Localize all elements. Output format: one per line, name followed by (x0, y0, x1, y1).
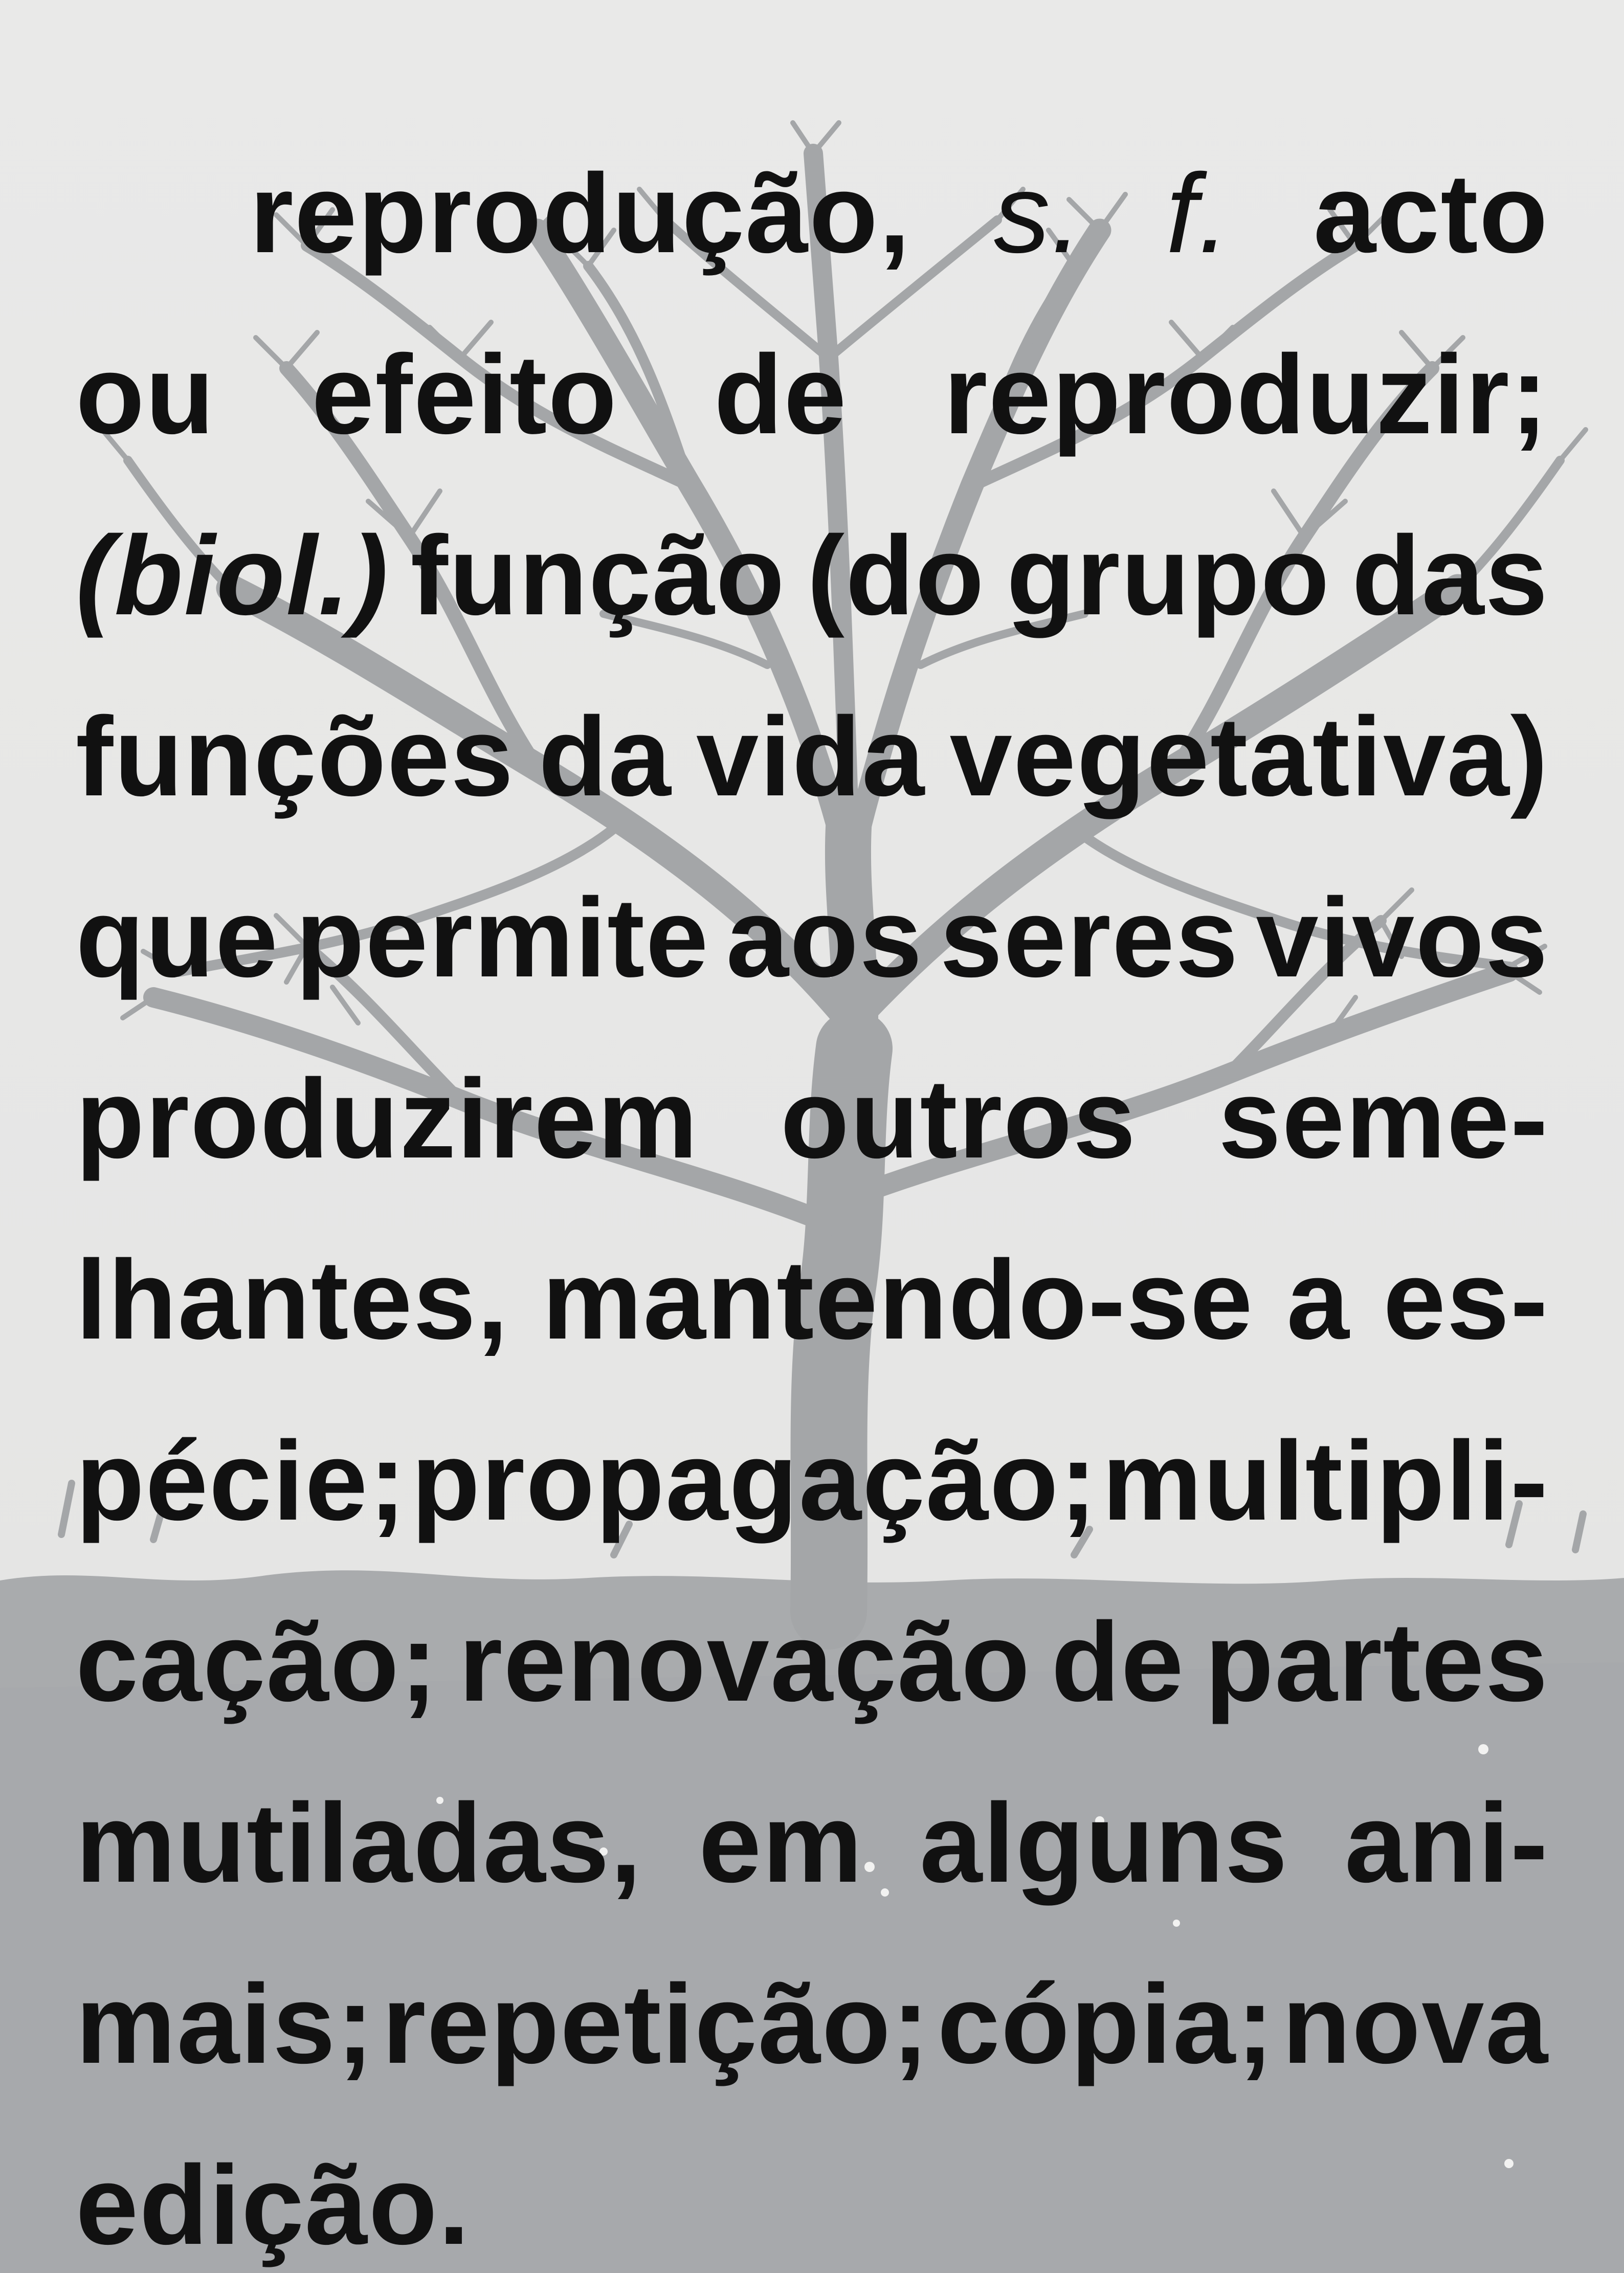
definition-word: mutiladas, (76, 1780, 643, 1906)
definition-word: em (699, 1780, 863, 1906)
definition-word: mais; (76, 1961, 375, 2087)
definition-line-11 (76, 1933, 1549, 2114)
definition-word: de (1051, 1599, 1185, 1725)
definition-line-2 (76, 304, 1549, 485)
definition-line-8 (76, 1390, 1549, 1571)
definition-word: alguns (919, 1780, 1288, 1906)
definition-word: lhantes, (76, 1237, 509, 1363)
definition-line-3 (76, 485, 1549, 666)
definition-word: nova (1282, 1961, 1549, 2087)
definition-word: das (1351, 512, 1549, 638)
definition-word: efeito (311, 331, 618, 457)
definition-word: seme- (1218, 1056, 1549, 1182)
grammar-abbreviation: f. (1166, 150, 1231, 276)
definition-word: cação; (76, 1599, 439, 1725)
definition-word: da (538, 694, 672, 819)
definition-line-7 (76, 1209, 1549, 1390)
definition-word: permite (295, 875, 709, 1000)
definition-word: reproduzir; (943, 331, 1549, 457)
definition-line-6 (76, 1028, 1549, 1209)
definition-word: vegetativa) (949, 694, 1549, 819)
definition-word: função (410, 512, 786, 638)
definition-line-4 (76, 666, 1549, 847)
definition-word: vivos (1256, 875, 1549, 1000)
definition-word: propagação; (411, 1418, 1098, 1544)
definition-word: ou (76, 331, 215, 457)
definition-word: ani- (1344, 1780, 1549, 1906)
definition-line-10 (76, 1752, 1549, 1933)
definition-word: a (1286, 1237, 1350, 1363)
definition-word: mantendo-se (542, 1237, 1254, 1363)
definition-word: es- (1383, 1237, 1549, 1363)
definition-word: grupo (1006, 512, 1330, 638)
definition-word: pécie; (76, 1418, 407, 1544)
definition-word: outros (780, 1056, 1137, 1182)
definition-word: partes (1205, 1599, 1549, 1725)
definition-word: produzirem (76, 1056, 699, 1182)
definition-word: seres (940, 875, 1239, 1000)
definition-word: (do (807, 512, 985, 638)
definition-word: acto (1313, 150, 1549, 276)
definition-word: que (76, 875, 279, 1000)
definition-word: renovação (458, 1599, 1031, 1725)
definition-word: de (714, 331, 848, 457)
definition-word: cópia; (937, 1961, 1275, 2087)
definition-word: funções (76, 694, 515, 819)
definition-word: repetição; (382, 1961, 930, 2087)
definition-word: aos (726, 875, 923, 1000)
definition-word: edição. (76, 2142, 471, 2268)
definition-line-12 (76, 2114, 1549, 2273)
field-abbreviation: (biol.) (76, 512, 389, 638)
definition-line-1 (76, 123, 1549, 304)
definition-word: multipli- (1102, 1418, 1549, 1544)
definition-line-5 (76, 847, 1549, 1028)
headword: reprodução, (250, 150, 911, 276)
definition-word: vida (696, 694, 926, 819)
definition-line-9 (76, 1571, 1549, 1752)
dictionary-definition (76, 123, 1549, 2273)
grammar-abbreviation: s. (993, 150, 1084, 276)
